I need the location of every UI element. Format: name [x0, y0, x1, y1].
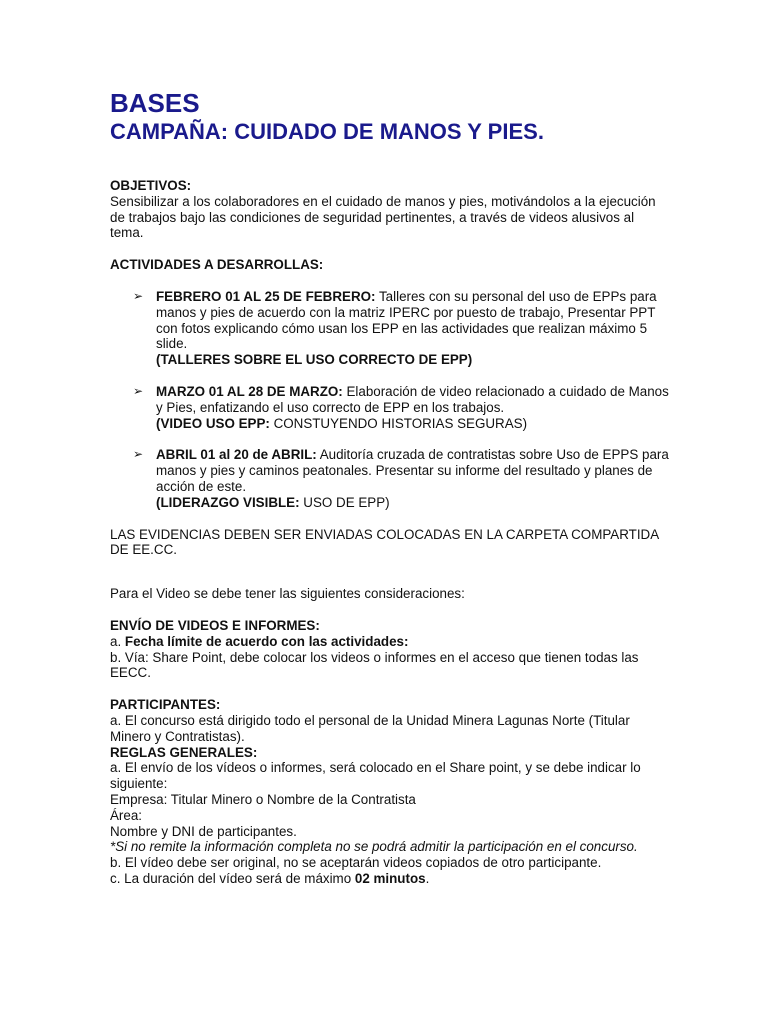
objetivos-heading: OBJETIVOS: [110, 178, 192, 193]
arrow-bullet-icon: ➢ [133, 447, 144, 462]
objetivos-text: Sensibilizar a los colaboradores en el cuidado de manos y pies, motivándolos a la ejecución de trabajos bajo las condiciones de seguridad pertinentes, a través de videos alusivos al tema. [110, 193, 656, 241]
arrow-bullet-icon: ➢ [133, 288, 144, 303]
actividades-heading: ACTIVIDADES A DESARROLLAS: [110, 257, 324, 273]
envio-heading: ENVÍO DE VIDEOS E INFORMES: [110, 617, 320, 633]
reglas-item-c [110, 871, 670, 887]
reglas-nombre: Nombre y DNI de participantes. [110, 823, 297, 839]
consideraciones-text: Para el Video se debe tener las siguientes consideraciones: [110, 586, 465, 602]
reglas-c-prefix: c. La duración del vídeo será de máximo [110, 870, 355, 886]
envio-item-a [110, 634, 670, 650]
activity-date: ABRIL 01 al 20 de ABRIL: [156, 447, 317, 463]
participantes-heading: PARTICIPANTES: [110, 697, 221, 713]
reglas-area: Área: [110, 807, 143, 823]
activities-list [110, 289, 670, 511]
activity-tag: (VIDEO USO EPP: [156, 415, 270, 431]
activity-date: MARZO 01 AL 28 DE MARZO: [156, 383, 343, 399]
reglas-heading: REGLAS GENERALES: [110, 744, 258, 760]
campaign-title: CAMPAÑA: CUIDADO DE MANOS Y PIES. [110, 119, 544, 144]
participantes-item-a: a. El concurso está dirigido todo el personal de la Unidad Minera Lagunas Norte (Titular Minero y Contratistas). [110, 712, 630, 744]
page-title: BASES [110, 88, 200, 118]
reglas-c-suffix: . [425, 870, 430, 886]
reglas-item-a: a. El envío de los vídeos o informes, será colocado en el Share point, y se debe indicar lo siguiente: [110, 760, 641, 792]
activity-text: Auditoría cruzada de contratistas sobre Uso de EPPS para manos y pies y caminos peatonales. Presentar su informe del resultado y planes de acción de este. [156, 447, 669, 494]
activity-item [133, 288, 670, 368]
activity-tag: (TALLERES SOBRE EL USO CORRECTO DE EPP) [156, 352, 473, 368]
evidencias-text: LAS EVIDENCIAS DEBEN SER ENVIADAS COLOCADAS EN LA CARPETA COMPARTIDA DE EE.CC. [110, 526, 659, 558]
reglas-nota: *Si no remite la información completa no se podrá admitir la participación en el concurso. [110, 839, 638, 855]
arrow-bullet-icon: ➢ [133, 383, 144, 398]
activity-item [133, 383, 670, 431]
activity-tag-rest: CONSTUYENDO HISTORIAS SEGURAS) [269, 415, 528, 431]
envio-a-bold: Fecha límite de acuerdo con las actividades: [124, 633, 409, 649]
reglas-empresa: Empresa: Titular Minero o Nombre de la Contratista [110, 791, 416, 807]
activity-text: Elaboración de video relacionado a cuidado de Manos y Pies, enfatizando el uso correcto de EPP en los trabajos. [156, 383, 669, 415]
reglas-c-bold: 02 minutos [354, 870, 426, 886]
activity-text: Talleres con su personal del uso de EPPs para manos y pies de acuerdo con la matriz IPERC por puesto de trabajo, Presentar PPT con fotos explicando cómo usan los EPP en las actividades que realizan máximo 5 slide. [156, 288, 657, 352]
envio-item-b: b. Vía: Share Point, debe colocar los videos o informes en el acceso que tienen todas las EECC. [110, 649, 639, 681]
envio-a-prefix: a. [110, 633, 125, 649]
activity-tag: (LIDERAZGO VISIBLE: [156, 494, 300, 510]
document-content [110, 88, 670, 887]
activity-tag-rest: USO DE EPP) [299, 494, 390, 510]
reglas-item-b: b. El vídeo debe ser original, no se aceptarán videos copiados de otro participante. [110, 855, 602, 871]
activity-item [133, 447, 670, 510]
activity-date: FEBRERO 01 AL 25 DE FEBRERO: [156, 288, 376, 304]
